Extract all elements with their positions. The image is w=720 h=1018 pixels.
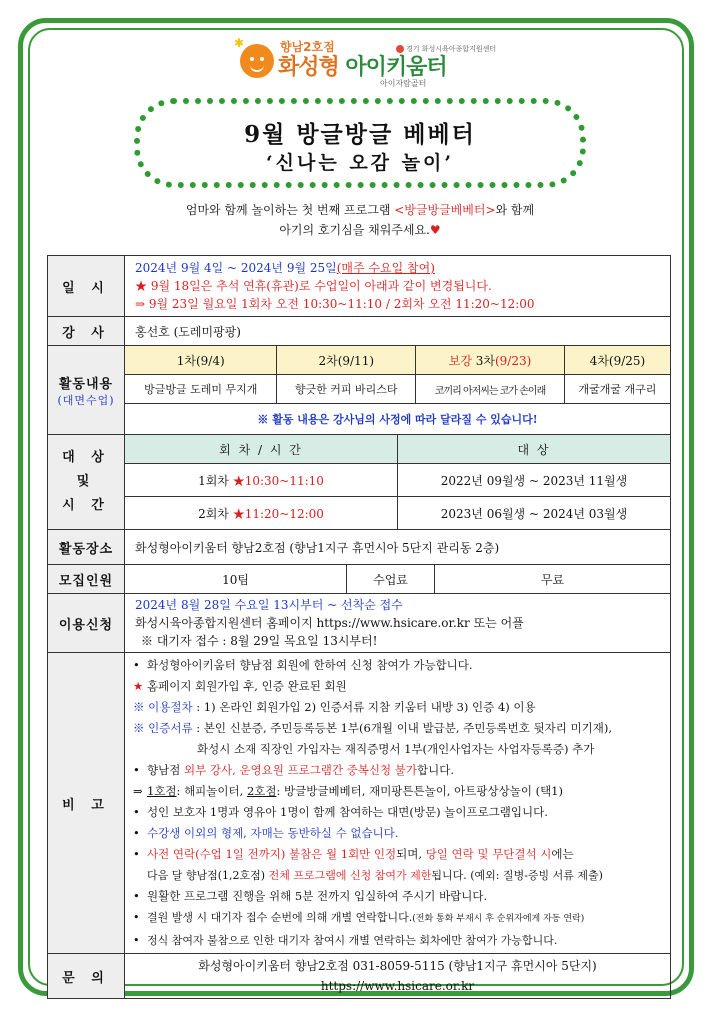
apply-row: 이용신청 2024년 8월 28일 수요일 13시부터 ~ 선착순 접수 화성시육아종합지원센터 홈페이지 https://www.hsicare.or.kr 또는 어플 ※ 대기자 접수 : 8월 29일 목요일 13시부터! (48, 594, 671, 653)
activity-headers: 1차(9/4) 2차(9/11) 보강 3차(9/23) 4차(9/25) (125, 346, 670, 375)
target-row: 대 상 및 시 간 회 차 / 시 간 대 상 1회차 ★10:30~11:10 2022년 09월생 ~ 2023년 11월생 2회차 ★11:20~12:00 2023년 06월생 ~ 2024년 03월생 (48, 435, 671, 530)
activities-row: 활동내용 (대면수업) 1차(9/4) 2차(9/11) 보강 3차(9/23) 4차(9/25) 방글방글 도레미 무지개 향긋한 커피 바리스타 코끼리 아저씨는 코가 손이래 개굴개굴 개구리 ※ 활동 내용은 강사님의 사정에 따라 달라질 수 있습니다! (48, 346, 671, 435)
instructor-row: 강 사 홍선호 (도레미팡팡) (48, 317, 671, 346)
activity-note: ※ 활동 내용은 강사님의 사정에 따라 달라질 수 있습니다! (257, 413, 538, 426)
instructor-value: 홍선호 (도레미팡팡) (125, 317, 671, 346)
schedule-label: 일 시 (48, 256, 125, 317)
title-box (134, 98, 586, 188)
brand-name: 화성형 아이키움터 (278, 55, 447, 80)
heart-icon: ♥ (429, 223, 441, 237)
schedule-row: 일 시 2024년 9월 4일 ~ 2024년 9월 25일(매주 수요일 참여) ★ 9월 18일은 추석 연휴(휴관)로 수업일이 아래과 같이 변경됩니다. ⇒ 9월 23일 월요일 1회차 오전 10:30~11:10 / 2회차 오전 11:20~12:00 (48, 256, 671, 317)
brand-sub: 아이자람골터 (380, 79, 427, 88)
intro-text: 엄마와 함께 놀이하는 첫 번째 프로그램 <방글방글베베터>와 함께 아기의 호기심을 채워주세요.♥ (185, 203, 535, 237)
center-logo-icon (396, 45, 404, 53)
place-row: 활동장소 화성형아이키움터 향남2호점 (향남1지구 휴먼시아 5단지 관리동 2층) (48, 530, 671, 565)
sun-icon: ✱ (234, 36, 245, 50)
smiley-logo-icon (240, 44, 274, 78)
activity-contents: 방글방글 도레미 무지개 향긋한 커피 바리스타 코끼리 아저씨는 코가 손이래 개굴개굴 개구리 (125, 375, 670, 404)
page-subtitle: ‘신나는 오감 놀이’ (266, 152, 454, 174)
target-row-2: 2회차 ★11:20~12:00 2023년 06월생 ~ 2024년 03월생 (125, 497, 670, 530)
target-row-1: 1회차 ★10:30~11:10 2022년 09월생 ~ 2023년 11월생 (125, 464, 670, 497)
notes-row: 비 고 • 화성형아이키움터 향남점 회원에 한하여 신청 참여가 가능합니다. ★ 홈페이지 회원가입 후, 인증 완료된 회원 ※ 이용절차 : 1) 온라인 회원가입 2) 인증서류 지참 키움터 내방 3) 인증 4) 이용 ※ 인증서류 : 본인 신분증, 주민등록등본 1부(6개월 이내 발급분, 주민등록번호 뒷자리 미기재), 화성시 소재 직장인 가입자는 재직증명서 1부(개인사업자는 사업자등록증) 추가 • 향남점 외부 강사, 운영요원 프로그램간 중복신청 불가합니다. ⇒ 1호점: 해피놀이터, 2호점: 방글방글베베터, 재미팡튼튼놀이, 아트팡상상놀이 (택1) • 성인 보호자 1명과 영유아 1명이 함께 참여하는 대면(방문) 놀이프로그램입니다. • 수강생 이외의 형제, 자매는 동반하실 수 없습니다. • 사전 연락(수업 1일 전까지) 불참은 월 1회만 인정되며, 당일 연락 및 무단결석 시에는 다음 달 향남점(1,2호점) 전체 프로그램에 신청 참여가 제한됩니다. (예외: 질병-증빙 서류 제출) • 원활한 프로그램 진행을 위해 5분 전까지 입실하여 주시기 바랍니다. • 결원 발생 시 대기자 접수 순번에 의해 개별 연락합니다.(전화 통화 부재시 후 순위자에게 자동 연락) • 정식 참여자 불참으로 인한 대기자 참여시 개별 연락하는 회차에만 참여가 가능합니다. (48, 653, 671, 954)
center-logo: 경기 화성시육아종합지원센터 (396, 44, 496, 54)
recruit-row: 모집인원 10팀 수업료 무료 (48, 565, 671, 594)
info-table (47, 255, 671, 999)
page-title: 9월 방글방글 베베터 (244, 121, 476, 148)
branch-name: 향남2호점 (280, 40, 335, 54)
contact-row: 문 의 화성형아이키움터 향남2호점 031-8059-5115 (향남1지구 휴먼시아 5단지) https://www.hsicare.or.kr (48, 954, 671, 999)
